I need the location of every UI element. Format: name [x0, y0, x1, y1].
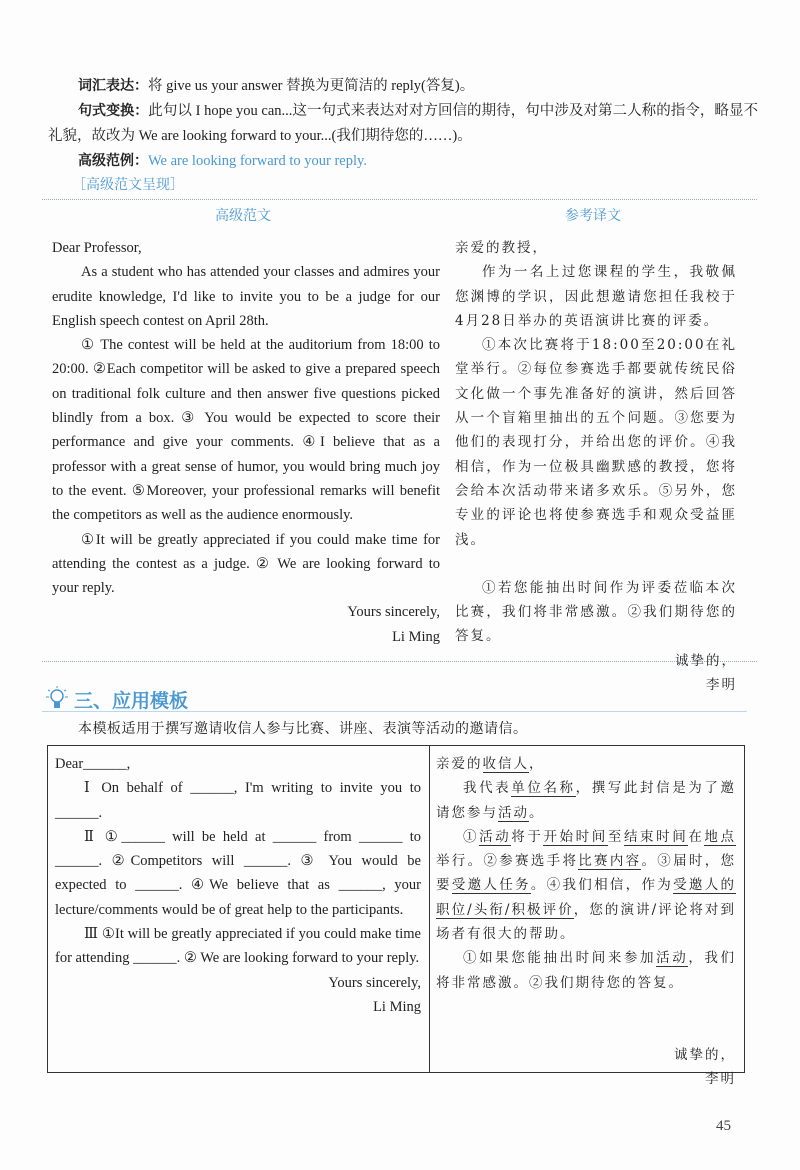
text-segment: ，您的演讲/评论将对到场者有很大的帮助。: [436, 901, 736, 943]
paragraph: [436, 776, 736, 825]
paragraph: ①若您能抽出时间作为评委莅临本次比赛，我们将非常感激。②我们期待您的答复。: [455, 579, 737, 645]
divider: [42, 661, 757, 662]
placeholder-field: 单位名称: [511, 780, 576, 797]
text-segment: 。: [529, 804, 545, 821]
sample-en-title: 高级范文: [215, 208, 271, 224]
text-segment: 至: [607, 828, 624, 845]
text-segment: 李明: [705, 1071, 736, 1088]
sample-letter-en: [52, 236, 440, 649]
paragraph: ①It will be greatly appreciated if you could make time for attending the contest as a judge. ② We are looking forward to your reply.: [52, 531, 440, 597]
section-heading: 三、应用模板: [74, 690, 189, 712]
paragraph: Ⅰ On behalf of ______, I'm writing to invite you to ______.: [55, 780, 421, 821]
paragraph: ① The contest will be held at the auditorium from 18:00 to 20:00. ②Each competitor will be asked to give a prepared speech on traditional folk culture and then answer five questions picked blindly from a box. ③ You would be expected to score their performance and give your comments. ④I believe that as a professor with a great sense of humor, you would bring much joy to the event. ⑤Moreover, your professional remarks will benefit the competitors as well as the audience enormously.: [52, 337, 440, 524]
text-segment: 亲爱的: [436, 756, 483, 772]
placeholder-field: 比赛内容: [578, 853, 642, 870]
signature: 李明: [706, 677, 737, 694]
placeholder-field: 受邀人任务: [451, 877, 531, 894]
salutation: Dear______,: [55, 756, 131, 772]
signature: [436, 1067, 736, 1091]
vocab-label: 词汇表达：: [78, 78, 148, 94]
paragraph: [436, 825, 736, 946]
text-segment: 在: [688, 828, 705, 845]
text-segment: 将于: [511, 828, 544, 845]
closing: 诚挚的，: [675, 652, 737, 669]
section-tag: ［高级范文呈现］: [72, 177, 184, 193]
paragraph: As a student who has attended your classes and admires your erudite knowledge, I'd like to invite you to be a judge for our English speech contest on April 28th.: [52, 264, 440, 329]
sentence-note: [48, 99, 758, 149]
placeholder-field: 活动: [498, 804, 529, 821]
text-segment: ①: [463, 828, 480, 845]
paragraph: Ⅱ ①______ will be held at ______ from ______ to ______. ②Competitors will ______. ③ You would be expected to ______. ④We believe that as ______, your lecture/comments would be of great help to the participants.: [55, 828, 421, 918]
divider: [42, 199, 757, 200]
salutation: 亲爱的教授，: [455, 240, 548, 256]
placeholder-field: 活动: [656, 950, 689, 967]
closing: Yours sincerely,: [328, 974, 421, 991]
placeholder-field: 地点: [704, 828, 736, 845]
heading-rule: [42, 711, 747, 712]
template-en: [55, 752, 421, 1019]
paragraph: ①本次比赛将于18:00至20:00在礼堂举行。②每位参赛选手都要就传统民俗文化做一个事先准备好的演讲，然后回答从一个盲箱里抽出的五个问题。③您要为他们的表现打分，并给出您的评价。④我相信，作为一位极具幽默感的教授，您将会给本次活动带来诸多欢乐。⑤另外，您专业的评论也将使参赛选手和观众受益匪浅。: [455, 337, 737, 548]
column-divider: [429, 746, 430, 1072]
text-segment: ，我们将非常感激。②我们期待您的答复。: [436, 950, 736, 991]
text-segment: ，撰写此封信是为了邀请您参与: [436, 780, 736, 821]
text-segment: ，: [529, 756, 545, 772]
text-segment: 诚挚的，: [674, 1046, 736, 1063]
placeholder-field: 受邀人的职位/头衔/积极评价: [436, 877, 737, 918]
example-note: [78, 149, 367, 173]
placeholder-field: 收信人: [482, 756, 529, 772]
sample-zh-title: 参考译文: [565, 208, 621, 224]
placeholder-field: 活动: [479, 828, 512, 845]
sentence-text: 此句以 I hope you can...这一句式来表达对对方回信的期待，句中涉及对第二人称的指令，略显不礼貌，故改为 We are looking forward to your...(我们期待您的……)。: [48, 103, 759, 144]
closing: [436, 1043, 736, 1067]
sample-letter-zh: [455, 236, 737, 697]
template-intro: 本模板适用于撰写邀请收信人参与比赛、讲座、表演等活动的邀请信。: [78, 721, 528, 737]
vocab-note: [78, 74, 758, 98]
sentence-label: 句式变换：: [78, 103, 149, 119]
page-number: 45: [716, 1118, 731, 1134]
closing: Yours sincerely,: [347, 604, 440, 621]
text-segment: 。③届时，您要: [436, 853, 737, 894]
paragraph: Ⅲ ①It will be greatly appreciated if you could make time for attending ______. ② We are looking forward to your reply.: [55, 926, 421, 967]
example-label: 高级范例：: [78, 153, 148, 169]
template-zh: [436, 752, 736, 1092]
text-segment: 举行。②参赛选手将: [436, 853, 579, 870]
salutation: [436, 752, 736, 776]
lightbulb-icon: [46, 686, 68, 712]
signature: Li Ming: [392, 628, 440, 645]
paragraph: [436, 946, 736, 995]
template-box: [47, 745, 745, 1088]
vocab-text: 将 give us your answer 替换为更简洁的 reply(答复)。: [148, 78, 475, 94]
placeholder-field: 结束时间: [623, 828, 689, 845]
placeholder-field: 开始时间: [543, 828, 608, 845]
text-segment: 我代表: [463, 780, 512, 797]
signature: Li Ming: [373, 998, 421, 1015]
salutation: Dear Professor,: [52, 240, 142, 256]
paragraph: 作为一名上过您课程的学生，我敬佩您渊博的学识，因此想邀请您担任我校于4月28日举办的英语演讲比赛的评委。: [455, 264, 737, 329]
example-text: We are looking forward to your reply.: [148, 153, 367, 169]
text-segment: 。④我们相信，作为: [530, 877, 674, 894]
text-segment: ①如果您能抽出时间来参加: [463, 950, 657, 967]
